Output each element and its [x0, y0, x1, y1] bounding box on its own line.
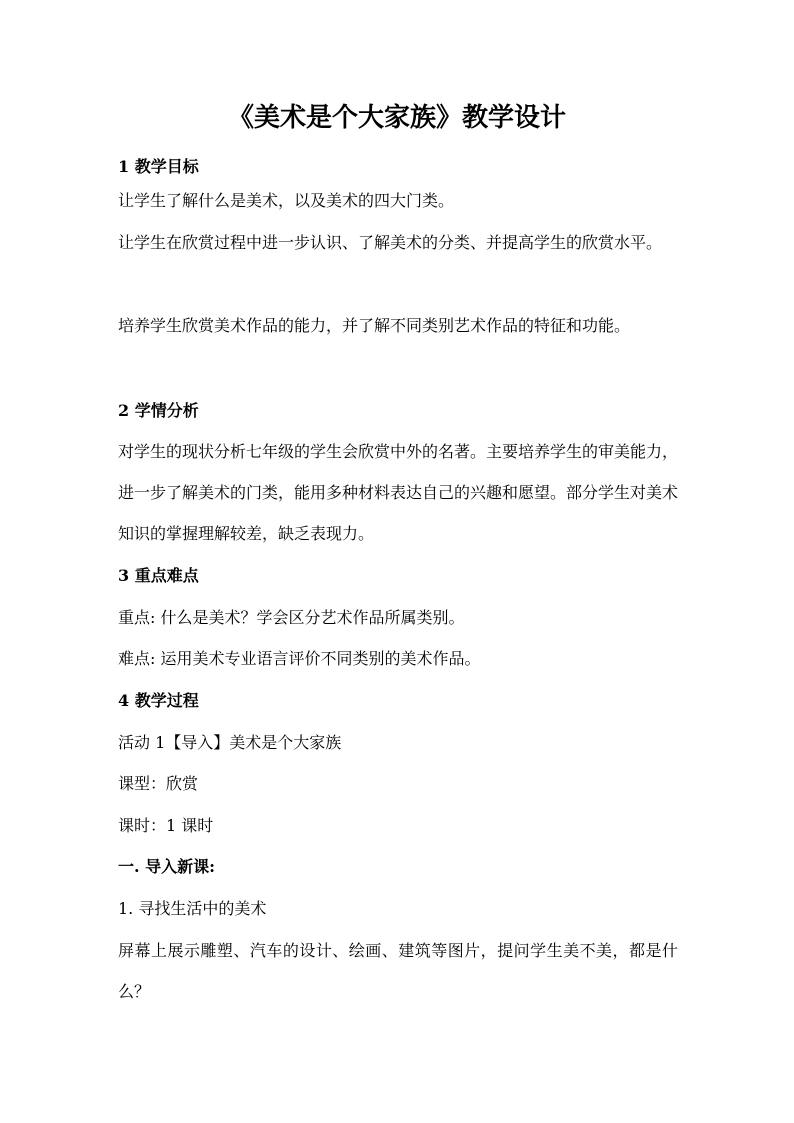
- section-heading-analysis: 2 学情分析: [118, 401, 199, 420]
- activity-line: 活动 1【导入】美术是个大家族: [118, 733, 342, 752]
- analysis-paragraph: 对学生的现状分析七年级的学生会欣赏中外的名著。主要培养学生的审美能力，进一步了解美术的门类，能用多种材料表达自己的兴趣和愿望。部分学生对美术知识的掌握理解较差，缺乏表现力。: [118, 442, 679, 543]
- section-heading-objectives: 1 教学目标: [118, 157, 199, 176]
- subsection-heading-intro: 一. 导入新课:: [118, 857, 216, 876]
- lesson-type-line: 课型：欣赏: [118, 774, 199, 793]
- subsection-item: 1. 寻找生活中的美术: [118, 899, 267, 918]
- objectives-paragraph-3: 培养学生欣赏美术作品的能力，并了解不同类别艺术作品的特征和功能。: [118, 316, 631, 335]
- objectives-paragraph-2: 让学生在欣赏过程中进一步认识、了解美术的分类、并提高学生的欣赏水平。: [118, 233, 663, 252]
- subsection-paragraph: 屏幕上展示雕塑、汽车的设计、绘画、建筑等图片，提问学生美不美，都是什么？: [118, 941, 678, 1001]
- objectives-paragraph-1: 让学生了解什么是美术，以及美术的四大门类。: [118, 191, 455, 210]
- lesson-hours-line: 课时：1 课时: [118, 816, 214, 835]
- document-title: 《美术是个大家族》教学设计: [227, 103, 566, 133]
- difficulty-paragraph: 难点: 运用美术专业语言评价不同类别的美术作品。: [118, 649, 481, 668]
- key-point-paragraph: 重点: 什么是美术？学会区分艺术作品所属类别。: [118, 608, 465, 627]
- section-heading-key-points: 3 重点难点: [118, 566, 199, 585]
- section-heading-process: 4 教学过程: [118, 691, 199, 710]
